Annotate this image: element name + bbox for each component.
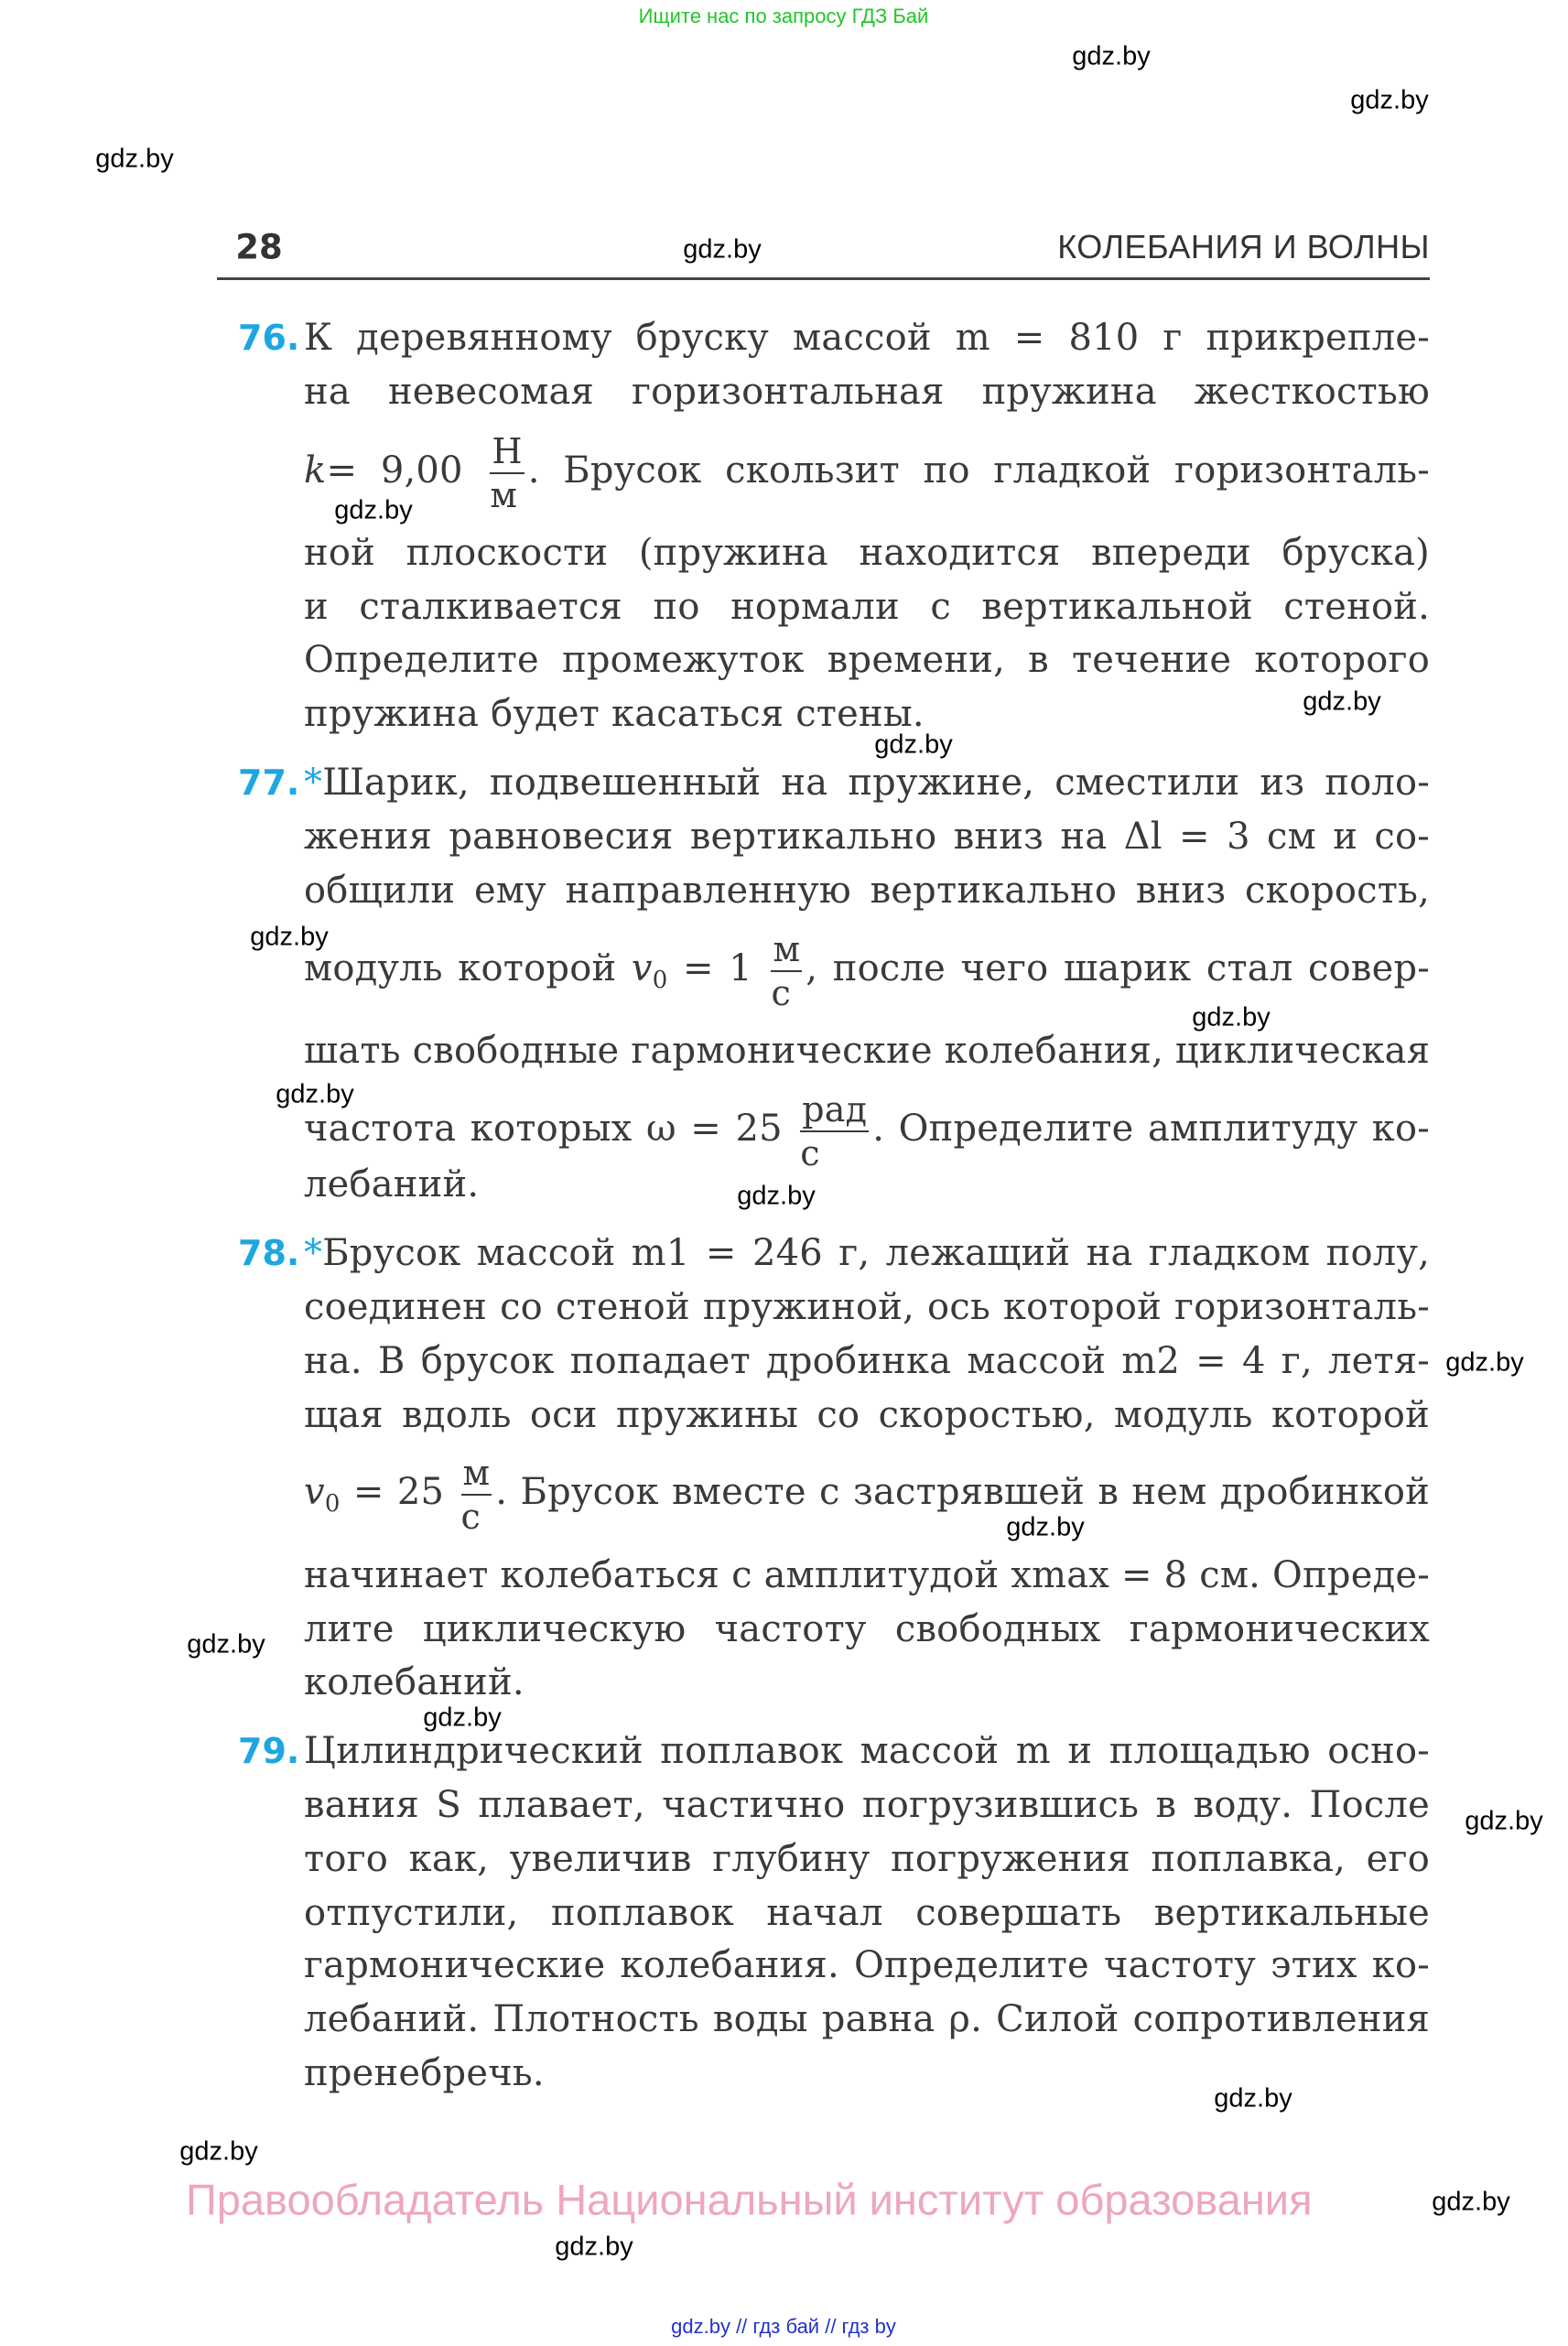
problem-77-line-2: жения равновесия вертикально вниз на Δl = 3 см и со- [304, 816, 1430, 858]
section-title: КОЛЕБАНИЯ И ВОЛНЫ [1057, 228, 1430, 265]
header-divider [217, 277, 1430, 280]
problem-78-line-6: начинает колебаться с амплитудой xmax = 8 см. Опреде- [304, 1554, 1430, 1596]
unit-fraction-m-per-s: $\frac{м}{с}$ [460, 1453, 491, 1537]
footer-links[interactable]: gdz.by // гдз бай // гдз by [671, 2315, 896, 2338]
problem-76-line-6: Определите промежуток времени, в течение которого [304, 639, 1430, 681]
search-hint-banner: Ищите нас по запросу ГДЗ Бай [638, 5, 929, 27]
problem-76-line-7: пружина будет касаться стены. [304, 693, 925, 735]
problem-78-line-1: *Брусок массой m1 = 246 г, лежащий на гладком полу, [304, 1232, 1430, 1274]
watermark: gdz.by [334, 495, 413, 525]
problem-78-line-7: лите циклическую частоту свободных гармонических [304, 1608, 1430, 1650]
formula-rest: . Брусок скользит по гладкой горизонталь- [527, 449, 1430, 492]
watermark: gdz.by [187, 1629, 265, 1659]
watermark: gdz.by [1445, 1347, 1524, 1378]
watermark: gdz.by [1303, 687, 1381, 717]
difficulty-star-icon: * [304, 762, 323, 804]
formula-var-k: k [304, 449, 327, 492]
problem-78-line-8: колебаний. [304, 1661, 524, 1703]
problem-78-line-2: соединен со стеной пружиной, ось которой горизонталь- [304, 1286, 1430, 1328]
watermark: gdz.by [1350, 85, 1429, 115]
problem-77-formula-line-1: модуль которой $v_0 = 1$ $\frac{м}{с}$ , после чего шарик стал совер- [304, 929, 1430, 1013]
problem-77-line-7: лебаний. [304, 1163, 480, 1205]
watermark: gdz.by [1006, 1512, 1085, 1542]
problem-number-79: 79. [238, 1731, 300, 1771]
problem-78-line-3: на. В брусок попадает дробинка массой m2 = 4 г, летя- [304, 1340, 1430, 1382]
problem-79-line-6: лебаний. Плотность воды равна ρ. Силой сопротивления [304, 1998, 1430, 2040]
formula-value: = 9,00 [326, 449, 463, 492]
problem-76-line-4: ной плоскости (пружина находится впереди бруска) [304, 532, 1430, 574]
copyright-notice: Правообладатель Национальный институт образования [186, 2175, 1313, 2224]
watermark: gdz.by [95, 144, 174, 174]
watermark: gdz.by [250, 922, 329, 952]
problem-77-line-5: шать свободные гармонические колебания, циклическая [304, 1030, 1431, 1072]
problem-number-76: 76. [238, 318, 300, 358]
watermark: gdz.by [1214, 2083, 1292, 2114]
watermark: gdz.by [276, 1079, 354, 1109]
problem-79-line-2: вания S плавает, частично погрузившись в воду. После [304, 1784, 1430, 1826]
problem-79-line-3: того как, увеличив глубину погружения поплавка, его [304, 1838, 1430, 1880]
problem-79-line-1: Цилиндрический поплавок массой m и площадью осно- [304, 1730, 1430, 1772]
problem-76-line-2: на невесомая горизонтальная пружина жесткостью [304, 371, 1430, 413]
problem-77-line-1: *Шарик, подвешенный на пружине, сместили из поло- [304, 762, 1430, 804]
watermark: gdz.by [1432, 2187, 1510, 2217]
watermark: gdz.by [555, 2232, 633, 2262]
problem-76-line-1: К деревянному бруску массой m = 810 г прикрепле- [304, 317, 1430, 359]
watermark: gdz.by [179, 2136, 258, 2167]
problem-number-77: 77. [238, 762, 300, 803]
unit-fraction-m-per-s: $\frac{м}{с}$ [771, 929, 801, 1013]
watermark: gdz.by [737, 1181, 816, 1211]
problem-77-line-3: общили ему направленную вертикально вниз скорость, [304, 870, 1430, 912]
problem-78-formula-line: $v_0 = 25$ $\frac{м}{с}$ . Брусок вместе с застрявшей в нем дробинкой [304, 1453, 1430, 1537]
watermark: gdz.by [1192, 1002, 1271, 1032]
problem-number-78: 78. [238, 1233, 300, 1273]
unit-fraction-n-per-m: $\frac{Н}{м}$ [490, 431, 523, 515]
problem-76-line-5: и сталкивается по нормали с вертикальной стеной. [304, 586, 1430, 628]
watermark: gdz.by [423, 1703, 502, 1733]
problem-79-line-5: гармонические колебания. Определите частоту этих ко- [304, 1944, 1430, 1986]
difficulty-star-icon: * [304, 1232, 323, 1274]
watermark: gdz.by [1465, 1806, 1543, 1836]
page-number: 28 [235, 227, 283, 267]
watermark: gdz.by [683, 234, 762, 265]
watermark: gdz.by [874, 730, 953, 760]
watermark: gdz.by [1072, 41, 1151, 71]
problem-78-line-4: щая вдоль оси пружины со скоростью, модуль которой [304, 1394, 1430, 1436]
problem-79-line-4: отпустили, поплавок начал совершать вертикальные [304, 1892, 1430, 1934]
problem-76-formula-line [304, 431, 1430, 515]
unit-fraction-rad-per-s: $\frac{\text{рад}}{с}$ [800, 1089, 868, 1173]
problem-79-line-7: пренебречь. [304, 2052, 545, 2094]
problem-77-formula-line-2: частота которых ω = 25 $\frac{\text{рад}}{с}$ . Определите амплитуду ко- [304, 1089, 1430, 1173]
